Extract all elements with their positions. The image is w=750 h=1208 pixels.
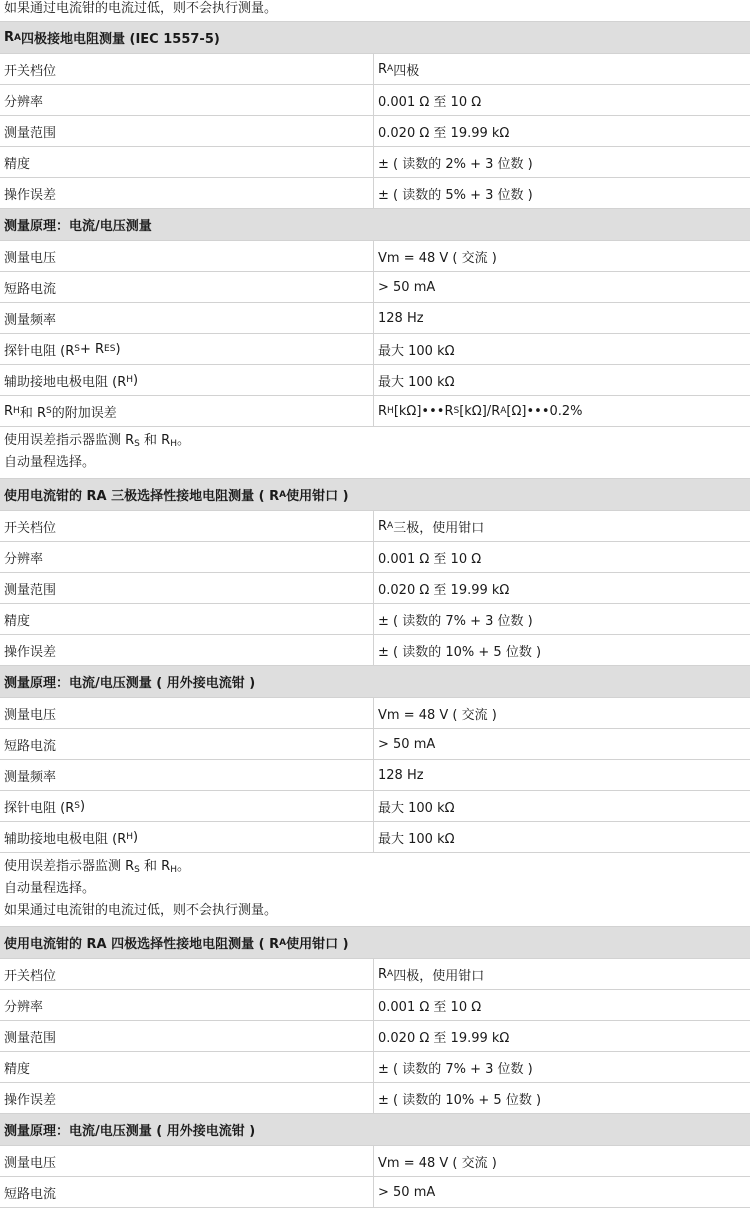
- text-run: [kΩ]/R: [459, 403, 501, 419]
- row-value: [374, 990, 750, 1020]
- section-heading-row: [0, 666, 750, 698]
- row-value: [374, 178, 750, 208]
- row-label: [0, 178, 374, 208]
- row-label: [0, 147, 374, 177]
- text-run: 开关档位: [4, 520, 57, 536]
- section-heading: [0, 209, 750, 240]
- row-label: [0, 241, 374, 271]
- row-label: [0, 604, 374, 634]
- section-heading: [0, 666, 750, 697]
- text-run: 128 Hz: [378, 767, 424, 783]
- row-value: [374, 822, 750, 852]
- text-run: R: [378, 61, 388, 77]
- text-run: 测量范围: [4, 582, 57, 598]
- row-value: [374, 542, 750, 572]
- section-heading: R A 四极接地电阻测量 (IEC 1557-5): [4, 30, 220, 47]
- subscript: S: [134, 865, 140, 875]
- table-row: [0, 365, 750, 396]
- text-run: 测量范围: [4, 1030, 57, 1046]
- row-label: [0, 54, 374, 84]
- row-label: [0, 303, 374, 333]
- text-run: 0.020 Ω 至 19.99 kΩ: [378, 582, 510, 598]
- text-run: 最大 100 kΩ: [378, 343, 455, 359]
- row-value: R A 三极，使用钳口: [378, 518, 485, 536]
- note-line: [4, 430, 190, 452]
- text-run: 0.001 Ω 至 10 Ω: [378, 551, 482, 567]
- row-value: [374, 1052, 750, 1082]
- table-row: [0, 573, 750, 604]
- text-run: 辅助接地电极电阻 (R: [4, 831, 127, 847]
- row-label: [0, 272, 374, 302]
- text-run: 四极: [393, 63, 420, 79]
- row-value: [374, 241, 750, 271]
- text-run: 测量电压: [4, 707, 57, 723]
- text-run: 操作误差: [4, 187, 57, 203]
- text-run: 使用钳口 ): [286, 489, 349, 504]
- subscript: H: [170, 439, 177, 449]
- text-run: 三极，使用钳口: [393, 520, 485, 536]
- text-run: 辅助接地电极电阻 (R: [4, 374, 127, 390]
- text-run: 开关档位: [4, 63, 57, 79]
- row-value: [374, 604, 750, 634]
- section-heading: 使用电流钳的 RA 四极选择性接地电阻测量 ( R A 使用钳口 ): [0, 927, 750, 958]
- row-label: [0, 959, 374, 989]
- text-run: ± ( 读数的 10% + 5 位数 ): [378, 644, 542, 660]
- text-run: 自动量程选择。: [4, 881, 96, 896]
- text-run: > 50 mA: [378, 279, 436, 295]
- text-run: ): [133, 829, 139, 845]
- row-value: [374, 147, 750, 177]
- text-run: ± ( 读数的 10% + 5 位数 ): [378, 1092, 542, 1108]
- text-run: 分辨率: [4, 551, 44, 567]
- table-row: [0, 147, 750, 178]
- row-label: [0, 1021, 374, 1051]
- row-value: R A 四极: [378, 61, 420, 79]
- table-row: [0, 1052, 750, 1083]
- text-run: [kΩ]•••R: [393, 403, 454, 419]
- subscript: H: [170, 865, 177, 875]
- row-value: [374, 116, 750, 146]
- row-label: [0, 1083, 374, 1113]
- table-row: [0, 604, 750, 635]
- section-heading-row: [0, 209, 750, 241]
- section-heading-row: [0, 927, 750, 959]
- text-run: 。: [176, 433, 190, 448]
- section-note: [0, 853, 750, 926]
- text-run: 。: [176, 859, 190, 874]
- table-row: [0, 1146, 750, 1177]
- section-heading-row: [0, 1114, 750, 1146]
- text-run: 操作误差: [4, 644, 57, 660]
- text-run: 分辨率: [4, 999, 44, 1015]
- section-note: [0, 427, 750, 478]
- table-row: [0, 542, 750, 573]
- section-heading: 使用电流钳的 RA 三极选择性接地电阻测量 ( R A 使用钳口 ): [0, 479, 750, 510]
- row-label: [0, 1052, 374, 1082]
- row-value: [374, 1021, 750, 1051]
- row-value: [374, 1083, 750, 1113]
- table-row: [0, 635, 750, 666]
- text-run: 最大 100 kΩ: [378, 831, 455, 847]
- table-row: [0, 698, 750, 729]
- text-run: > 50 mA: [378, 736, 436, 752]
- text-run: ): [133, 372, 139, 388]
- text-run: 精度: [4, 613, 31, 629]
- text-run: ± ( 读数的 2% + 3 位数 ): [378, 156, 533, 172]
- table-row: [0, 990, 750, 1021]
- subscript: S: [134, 439, 140, 449]
- table-row: [0, 334, 750, 365]
- text-run: 探针电阻 (R: [4, 343, 75, 359]
- table-row: [0, 178, 750, 209]
- text-run: 测量原理：电流/电压测量 ( 用外接电流钳 ): [4, 1124, 256, 1139]
- text-run: 分辨率: [4, 94, 44, 110]
- text-run: 测量原理：电流/电压测量: [4, 219, 152, 234]
- text-run: 0.001 Ω 至 10 Ω: [378, 94, 482, 110]
- text-run: 使用电流钳的 RA 四极选择性接地电阻测量 ( R: [4, 937, 280, 952]
- row-label: [0, 760, 374, 790]
- text-run: 探针电阻 (R: [4, 800, 75, 816]
- text-run: ± ( 读数的 7% + 3 位数 ): [378, 1061, 533, 1077]
- text-run: 四极，使用钳口: [393, 968, 485, 984]
- text-run: 使用误差指示器监测 R: [4, 433, 135, 448]
- section-note-row: [0, 853, 750, 927]
- top-note-row: [0, 0, 750, 22]
- row-label: R H 和 R S 的附加误差: [0, 396, 374, 426]
- top-note: 如果通过电流钳的电流过低，则不会执行测量。: [4, 1, 278, 16]
- table-row: [0, 1083, 750, 1114]
- section-heading-row: [0, 479, 750, 511]
- section-heading-row: [0, 22, 750, 54]
- text-run: 操作误差: [4, 1092, 57, 1108]
- text-run: R: [378, 518, 388, 534]
- row-label: [0, 542, 374, 572]
- text-run: 四极接地电阻测量 (IEC 1557-5): [20, 32, 220, 47]
- row-value: [374, 365, 750, 395]
- text-run: 0.020 Ω 至 19.99 kΩ: [378, 125, 510, 141]
- text-run: 和 R: [139, 859, 171, 874]
- text-run: 测量频率: [4, 769, 57, 785]
- table-row: [0, 511, 750, 542]
- text-run: 测量电压: [4, 1155, 57, 1171]
- table-row: [0, 116, 750, 147]
- text-run: 开关档位: [4, 968, 57, 984]
- text-run: 0.001 Ω 至 10 Ω: [378, 999, 482, 1015]
- text-run: 测量原理：电流/电压测量 ( 用外接电流钳 ): [4, 676, 256, 691]
- row-value: [374, 272, 750, 302]
- row-value: [374, 760, 750, 790]
- note-line: [4, 452, 95, 474]
- text-run: + R: [79, 341, 105, 357]
- row-label: [0, 511, 374, 541]
- note-line: [4, 878, 95, 900]
- text-run: 0.020 Ω 至 19.99 kΩ: [378, 1030, 510, 1046]
- row-label: 辅助接地电极电阻 (R H ): [0, 822, 374, 852]
- row-value: R A 四极，使用钳口: [378, 966, 485, 984]
- row-value: [374, 303, 750, 333]
- text-run: 测量范围: [4, 125, 57, 141]
- row-label: 探针电阻 (R S + R ES ): [0, 334, 374, 364]
- table-row: [0, 396, 750, 427]
- text-run: 的附加误差: [51, 405, 117, 421]
- text-run: R: [4, 403, 14, 419]
- text-run: 128 Hz: [378, 310, 424, 326]
- text-run: Vm = 48 V ( 交流 ): [378, 250, 497, 266]
- table-row: [0, 791, 750, 822]
- text-run: Vm = 48 V ( 交流 ): [378, 707, 497, 723]
- row-label: [0, 1146, 374, 1176]
- row-value: [374, 1177, 750, 1207]
- row-label: 探针电阻 (R S ): [0, 791, 374, 821]
- text-run: [Ω]•••0.2%: [506, 403, 583, 419]
- text-run: 和 R: [19, 405, 46, 421]
- row-value: R H [kΩ]•••R S [kΩ]/R A [Ω]•••0.2%: [378, 403, 583, 419]
- text-run: 短路电流: [4, 281, 57, 297]
- text-run: R: [378, 403, 388, 419]
- table-row: [0, 822, 750, 853]
- text-run: 最大 100 kΩ: [378, 374, 455, 390]
- text-run: 测量频率: [4, 312, 57, 328]
- text-run: ): [79, 798, 86, 814]
- text-run: 使用钳口 ): [286, 937, 349, 952]
- text-run: ± ( 读数的 7% + 3 位数 ): [378, 613, 533, 629]
- row-label: [0, 729, 374, 759]
- text-run: 测量电压: [4, 250, 57, 266]
- row-value: [374, 791, 750, 821]
- table-row: [0, 272, 750, 303]
- text-run: ): [115, 341, 121, 357]
- table-row: [0, 760, 750, 791]
- row-label: [0, 1177, 374, 1207]
- table-row: [0, 303, 750, 334]
- table-row: [0, 1021, 750, 1052]
- spec-table: [0, 22, 750, 1208]
- text-run: R: [378, 966, 388, 982]
- row-label: [0, 116, 374, 146]
- row-value: [374, 85, 750, 115]
- table-row: [0, 959, 750, 990]
- row-label: 辅助接地电极电阻 (R H ): [0, 365, 374, 395]
- text-run: 使用电流钳的 RA 三极选择性接地电阻测量 ( R: [4, 489, 280, 504]
- text-run: 短路电流: [4, 738, 57, 754]
- text-run: R: [4, 30, 15, 45]
- row-label: [0, 990, 374, 1020]
- row-value: [374, 698, 750, 728]
- table-row: [0, 241, 750, 272]
- section-heading: [0, 1114, 750, 1145]
- row-value: [374, 334, 750, 364]
- row-value: [374, 635, 750, 665]
- text-run: 精度: [4, 156, 31, 172]
- row-value: [374, 1146, 750, 1176]
- text-run: 短路电流: [4, 1186, 57, 1202]
- table-row: [0, 729, 750, 760]
- text-run: ± ( 读数的 5% + 3 位数 ): [378, 187, 533, 203]
- text-run: 和 R: [139, 433, 171, 448]
- row-label: [0, 635, 374, 665]
- text-run: 精度: [4, 1061, 31, 1077]
- section-note-row: [0, 427, 750, 479]
- note-line: [4, 900, 277, 922]
- row-label: [0, 698, 374, 728]
- note-line: [4, 856, 190, 878]
- row-value: [374, 729, 750, 759]
- text-run: 自动量程选择。: [4, 455, 96, 470]
- text-run: 最大 100 kΩ: [378, 800, 455, 816]
- row-value: [374, 573, 750, 603]
- row-label: [0, 573, 374, 603]
- text-run: 如果通过电流钳的电流过低，则不会执行测量。: [4, 903, 278, 918]
- text-run: 使用误差指示器监测 R: [4, 859, 135, 874]
- table-row: [0, 85, 750, 116]
- text-run: > 50 mA: [378, 1184, 436, 1200]
- row-label: [0, 85, 374, 115]
- text-run: Vm = 48 V ( 交流 ): [378, 1155, 497, 1171]
- table-row: [0, 1177, 750, 1208]
- table-row: [0, 54, 750, 85]
